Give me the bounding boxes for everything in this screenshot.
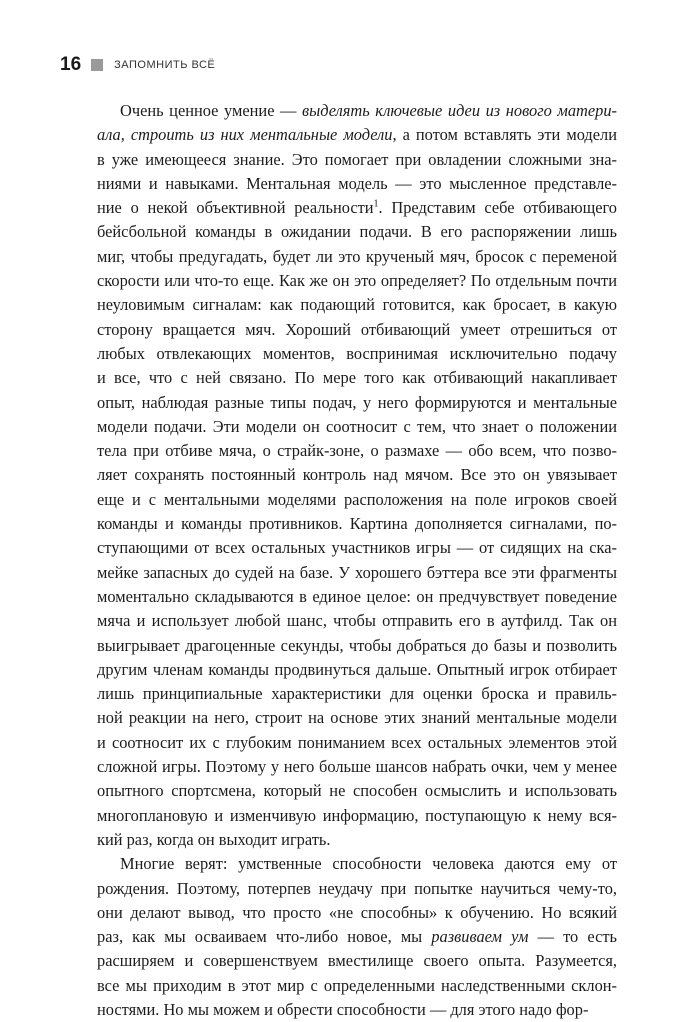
footnote-marker: 1 <box>373 198 379 210</box>
text-run: , а потом вставлять эти модели <box>392 125 617 145</box>
text-run: рождения. Поэтому, потерпев неудачу при попытке научиться чему-то, <box>97 878 617 898</box>
text-line <box>97 852 617 876</box>
text-run: ступающими от всех остальных участников игры — от сидящих на ска- <box>97 538 617 558</box>
text-line <box>97 293 617 317</box>
text-run: скорости или что-то еще. Как же он это определяет? По отдельным почти <box>97 271 617 291</box>
text-run: Очень ценное умение — <box>120 101 303 120</box>
text-run: раз, как мы осваиваем что-либо новое, мы <box>97 927 432 947</box>
text-run: — то есть <box>528 927 617 947</box>
text-run: модели подачи. Эти модели он соотносит с тем, что знает о положении <box>97 416 617 436</box>
text-run: лишь принципиальные характеристики для оценки броска и правиль- <box>97 684 617 704</box>
text-line <box>97 99 617 123</box>
text-line <box>97 463 617 487</box>
text-run: . Представим себе отбивающего <box>378 198 617 218</box>
text-run: неуловимым сигналам: как подающий готовится, как бросает, в какую <box>97 295 617 315</box>
text-line <box>97 245 617 269</box>
text-run: моментально складываются в единое целое: он предчувствует поведение <box>97 586 617 606</box>
header-square-marker <box>91 59 103 71</box>
text-line <box>97 877 617 901</box>
text-run: сложной игры. Поэтому у него больше шансов набрать очки, чем у менее <box>97 757 617 777</box>
text-line <box>97 731 617 755</box>
text-run: ниями и навыками. Ментальная модель — это мысленное представле- <box>97 173 617 193</box>
text-line <box>97 220 617 244</box>
text-run: опыт, наблюдая разные типы подач, у него формируются и ментальные <box>97 392 617 412</box>
page-header <box>60 54 215 76</box>
text-line <box>97 634 617 658</box>
body-text <box>97 99 617 1022</box>
text-line <box>97 949 617 973</box>
text-run: мейке запасных до судей на базе. У хорошего бэттера все эти фрагменты <box>97 562 617 582</box>
text-run: мяча и использует любой шанс, чтобы отправить его в аутфилд. Так он <box>97 611 617 631</box>
text-line <box>97 172 617 196</box>
text-run: тела при отбиве мяча, о страйк-зоне, о размахе — обо всем, что позво- <box>97 441 617 461</box>
text-run: опытного спортсмена, который не способен осмыслить и использовать <box>97 781 617 801</box>
text-line <box>97 974 617 998</box>
text-run: миг, чтобы предугадать, будет ли это крученый мяч, бросок с переменой <box>97 246 617 266</box>
text-line <box>97 488 617 512</box>
text-run: в уже имеющееся знание. Это помогает при овладении сложными зна- <box>97 149 617 169</box>
text-line <box>97 342 617 366</box>
text-run: Многие верят: умственные способности человека даются ему от <box>120 854 617 874</box>
text-line <box>97 269 617 293</box>
text-run: ной реакции на него, строит на основе этих знаний ментальные модели <box>97 708 617 728</box>
text-run: выигрывает драгоценные секунды, чтобы добраться до базы и позволить <box>97 635 617 655</box>
text-line <box>97 609 617 633</box>
text-run: все мы приходим в этот мир с определенными наследственными склон- <box>97 975 617 995</box>
italic-text: выделять ключевые идеи из нового матери- <box>302 101 617 120</box>
text-run: сторону вращается мяч. Хороший отбивающий умеет отрешиться от <box>97 319 617 339</box>
italic-text: развиваем ум <box>431 927 529 947</box>
italic-text: ала, строить из них ментальные модели <box>97 125 393 145</box>
paragraph <box>97 852 617 1022</box>
text-line <box>97 925 617 949</box>
text-run: многоплановую и изменчивую информацию, поступающую к нему вся- <box>97 805 617 825</box>
text-line <box>97 561 617 585</box>
running-title: ЗАПОМНИТЬ ВСЁ <box>114 59 216 71</box>
paragraph <box>97 99 617 852</box>
text-run: расширяем и совершенствуем вместилище своего опыта. Разумеется, <box>97 951 617 971</box>
text-line <box>97 658 617 682</box>
text-run: они делают вывод, что просто «не способны» к обучению. Но всякий <box>97 902 617 922</box>
text-line <box>97 804 617 828</box>
text-line <box>97 755 617 779</box>
text-run: еще и с ментальными моделями расположения на поле игроков своей <box>97 489 617 509</box>
text-line <box>97 148 617 172</box>
text-run: ние о некой объективной реальности <box>97 198 374 218</box>
text-run: и все, что с ней связано. По мере того как отбивающий накапливает <box>97 368 617 388</box>
text-line <box>97 196 617 220</box>
text-run: любых отвлекающих моментов, воспринимая исключительно подачу <box>97 343 617 363</box>
text-line <box>97 536 617 560</box>
text-line <box>97 318 617 342</box>
text-run: ляет сохранять постоянный контроль над мячом. Все это он увязывает <box>97 465 617 485</box>
text-line <box>97 828 617 852</box>
text-run: ностями. Но мы можем и обрести способности — для этого надо фор- <box>97 999 589 1019</box>
text-line <box>97 706 617 730</box>
text-line <box>97 123 617 147</box>
page-number: 16 <box>60 54 82 75</box>
text-line <box>97 366 617 390</box>
text-line <box>97 779 617 803</box>
text-line <box>97 439 617 463</box>
text-line <box>97 998 617 1022</box>
text-line <box>97 682 617 706</box>
text-run: и соотносит их с глубоким пониманием всех остальных элементов этой <box>97 732 617 752</box>
text-line <box>97 901 617 925</box>
text-run: бейсбольной команды в ожидании подачи. В его распоряжении лишь <box>97 222 617 242</box>
text-line <box>97 415 617 439</box>
text-line <box>97 512 617 536</box>
text-run: кий раз, когда он выходит играть. <box>97 829 331 849</box>
text-run: другим членам команды продвинуться дальше. Опытный игрок отбирает <box>97 659 617 679</box>
text-line <box>97 391 617 415</box>
text-run: команды и команды противников. Картина дополняется сигналами, по- <box>97 514 617 534</box>
text-line <box>97 585 617 609</box>
